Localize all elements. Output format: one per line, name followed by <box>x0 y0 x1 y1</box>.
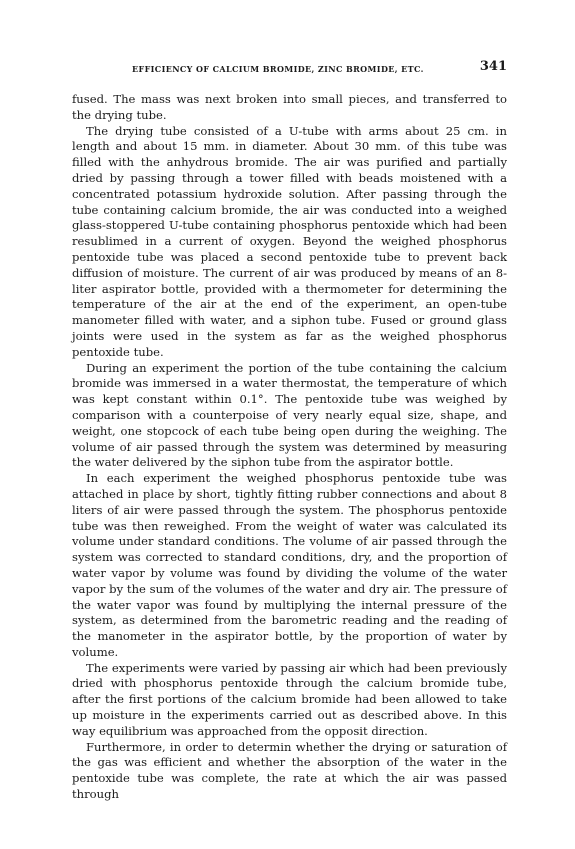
paragraph: The drying tube consisted of a U-tube with arms about 25 cm. in length and about 15 mm. in diameter. About 30 mm. of this tube was filled with the anhydrous bromide. The air was purified and partially dried by passing through a tower filled with beads moistened with a concentrated potassium hydroxide solution. After passing through the tube containing calcium bromide, the air was conducted into a weighed glass-stoppered U-tube containing phosphorus pentoxide which had been resublimed in a current of oxygen. Beyond the weighed phosphorus pentoxide tube was placed a second pentoxide tube to prevent back diffusion of moisture. The current of air was produced by means of an 8-liter aspirator bottle, provided with a thermometer for determining the temperature of the air at the end of the experiment, an open-tube manometer filled with water, and a siphon tube. Fused or ground glass joints were used in the system as far as the weighed phosphorus pentoxide tube. <box>72 123 507 359</box>
paragraph: fused. The mass was next broken into small pieces, and transferred to the drying tube. <box>72 92 507 122</box>
running-header <box>72 55 507 77</box>
paragraph: Furthermore, in order to determin whether the drying or saturation of the gas was efficient and whether the absorption of the water in the pentoxide tube was complete, the rate at which the air was passed through <box>72 739 507 802</box>
paragraph: In each experiment the weighed phosphorus pentoxide tube was attached in place by short, tightly fitting rubber connections and about 8 liters of air were passed through the system. The phosphorus pentoxide tube was then reweighed. From the weight of water was calculated its volume under standard conditions. The volume of air passed through the system was corrected to standard conditions, dry, and the proportion of water vapor by volume was found by dividing the volume of the water vapor by the sum of the volumes of the water and dry air. The pressure of the water vapor was found by multiplying the internal pressure of the system, as determined from the barometric reading and the reading of the manometer in the aspirator bottle, by the proportion of water by volume. <box>72 471 507 659</box>
body-text <box>72 92 507 803</box>
paragraph: The experiments were varied by passing air which had been previously dried with phosphorus pentoxide through the calcium bromide tube, after the first portions of the calcium bromide had been allowed to take up moisture in the experiments carried out as described above. In this way equilibrium was approached from the opposit direction. <box>72 660 507 738</box>
page-number: 341 <box>479 59 507 74</box>
paragraph: During an experiment the portion of the tube containing the calcium bromide was immersed in a water thermostat, the temperature of which was kept constant within 0.1°. The pentoxide tube was weighed by comparison with a counterpoise of very nearly equal size, shape, and weight, one stopcock of each tube being open during the weighing. The volume of air passed through the system was determined by measuring the water delivered by the siphon tube from the aspirator bottle. <box>72 360 507 470</box>
running-title: EFFICIENCY OF CALCIUM BROMIDE, ZINC BROMIDE, ETC. <box>132 64 424 74</box>
